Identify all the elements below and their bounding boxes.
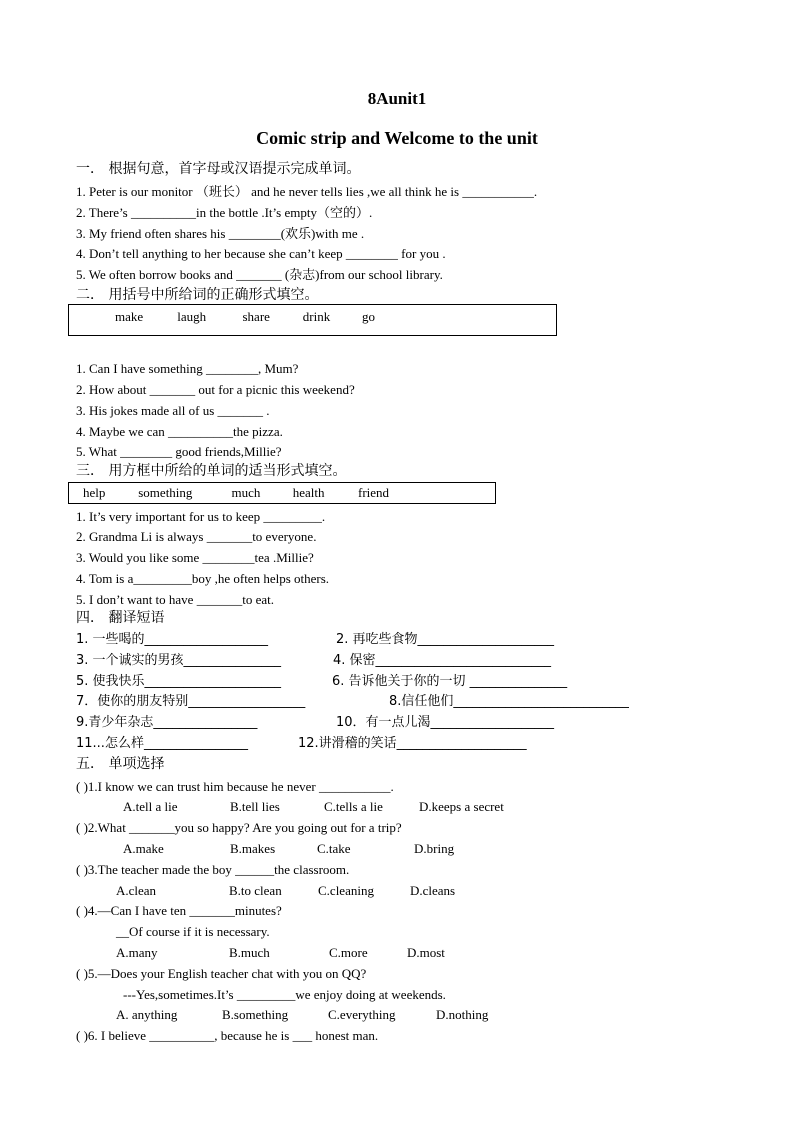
question-3-option-a: A.clean [116, 883, 157, 898]
page-subtitle: Comic strip and Welcome to the unit [256, 128, 538, 148]
question-2-option-b: B.makes [230, 841, 276, 856]
translation-item: 8.信任他们___________________________ [389, 694, 629, 709]
question-1-option-a: A.tell a lie [123, 799, 178, 814]
question-4-option-b: B.much [229, 945, 270, 960]
word-box-item: much [231, 485, 261, 500]
question-1-option-b: B.tell lies [230, 799, 280, 814]
question-2-option-c: C.take [317, 841, 351, 856]
section3-item-3: 3. Would you like some ________tea .Millie? [76, 550, 314, 565]
question-2-option-a: A.make [123, 841, 164, 856]
section2-heading: 二． 用括号中所给词的正确形式填空。 [76, 287, 319, 303]
section2-item-5: 5. What ________ good friends,Millie? [76, 444, 282, 459]
section2-item-1: 1. Can I have something ________, Mum? [76, 361, 299, 376]
word-box-item: friend [358, 485, 390, 500]
section3-word-box [68, 482, 496, 504]
translation-item: 10．有一点儿渴___________________ [336, 715, 555, 730]
section1-item-1: 1. Peter is our monitor （班长） and he never tells lies ,we all think he is ___________. [76, 184, 538, 199]
question-3-stem: ( )3.The teacher made the boy ______the classroom. [76, 862, 350, 877]
question-5-option-b: B.something [222, 1007, 289, 1022]
question-2-stem: ( )2.What _______you so happy? Are you going out for a trip? [76, 820, 402, 835]
word-box-item: drink [302, 309, 331, 324]
question-5-option-c: C.everything [328, 1007, 396, 1022]
section2-item-4: 4. Maybe we can __________the pizza. [76, 424, 283, 439]
section3-item-5: 5. I don’t want to have _______to eat. [76, 592, 274, 607]
word-box-item: share [242, 309, 270, 324]
question-5-response: ---Yes,sometimes.It’s _________we enjoy doing at weekends. [123, 987, 446, 1002]
translation-item: 6. 告诉他关于你的一切 _______________ [332, 674, 568, 689]
question-4-option-a: A.many [116, 945, 158, 960]
translation-item: 3. 一个诚实的男孩_______________ [76, 653, 282, 668]
section2-item-3: 3. His jokes made all of us _______ . [76, 403, 270, 418]
question-1-option-d: D.keeps a secret [419, 799, 504, 814]
question-5-option-d: D.nothing [436, 1007, 489, 1022]
section1-item-5: 5. We often borrow books and _______ (杂志)from our school library. [76, 267, 443, 282]
page-title: 8Aunit1 [367, 89, 427, 108]
section5-heading: 五． 单项选择 [76, 756, 165, 772]
section2-item-2: 2. How about _______ out for a picnic this weekend? [76, 382, 355, 397]
section3-item-2: 2. Grandma Li is always _______to everyone. [76, 529, 317, 544]
translation-item: 11...怎么样________________ [76, 736, 248, 751]
section2-word-box [68, 304, 557, 336]
section1-heading: 一． 根据句意，首字母或汉语提示完成单词。 [76, 161, 361, 177]
section1-item-4: 4. Don’t tell anything to her because she can’t keep ________ for you . [76, 246, 446, 261]
question-1-stem: ( )1.I know we can trust him because he never ___________. [76, 779, 394, 794]
question-1-option-c: C.tells a lie [324, 799, 383, 814]
question-4-response: __Of course if it is necessary. [116, 924, 270, 939]
question-6-stem: ( )6. I believe __________, because he is ___ honest man. [76, 1028, 379, 1043]
word-box-item: health [292, 485, 325, 500]
translation-item: 5. 使我快乐_____________________ [76, 674, 282, 689]
question-2-option-d: D.bring [414, 841, 455, 856]
section1-item-3: 3. My friend often shares his ________(欢乐)with me . [76, 226, 365, 241]
word-box-item: make [115, 309, 144, 324]
word-box-item: something [138, 485, 193, 500]
question-3-option-b: B.to clean [229, 883, 282, 898]
question-5-stem: ( )5.—Does your English teacher chat with you on QQ? [76, 966, 367, 981]
section3-item-1: 1. It’s very important for us to keep _________. [76, 509, 326, 524]
section4-heading: 四． 翻译短语 [76, 610, 165, 626]
question-5-option-a: A. anything [116, 1007, 178, 1022]
translation-item: 12.讲滑稽的笑话____________________ [298, 736, 527, 751]
question-4-option-d: D.most [407, 945, 445, 960]
translation-item: 9.青少年杂志________________ [76, 715, 258, 730]
translation-item: 4. 保密___________________________ [333, 653, 552, 668]
section3-heading: 三． 用方框中所给的单词的适当形式填空。 [76, 463, 347, 479]
translation-item: 2. 再吃些食物_____________________ [336, 632, 555, 647]
question-4-stem: ( )4.—Can I have ten _______minutes? [76, 903, 282, 918]
question-4-option-c: C.more [329, 945, 368, 960]
question-3-option-c: C.cleaning [318, 883, 374, 898]
word-box-item: laugh [177, 309, 207, 324]
section1-item-2: 2. There’s __________in the bottle .It’s empty（空的）. [76, 205, 373, 220]
word-box-item: help [83, 485, 106, 500]
translation-item: 7．使你的朋友特别__________________ [76, 694, 306, 709]
word-box-item: go [362, 309, 375, 324]
section3-item-4: 4. Tom is a_________boy ,he often helps others. [76, 571, 330, 586]
question-3-option-d: D.cleans [410, 883, 456, 898]
translation-item: 1. 一些喝的___________________ [76, 632, 269, 647]
